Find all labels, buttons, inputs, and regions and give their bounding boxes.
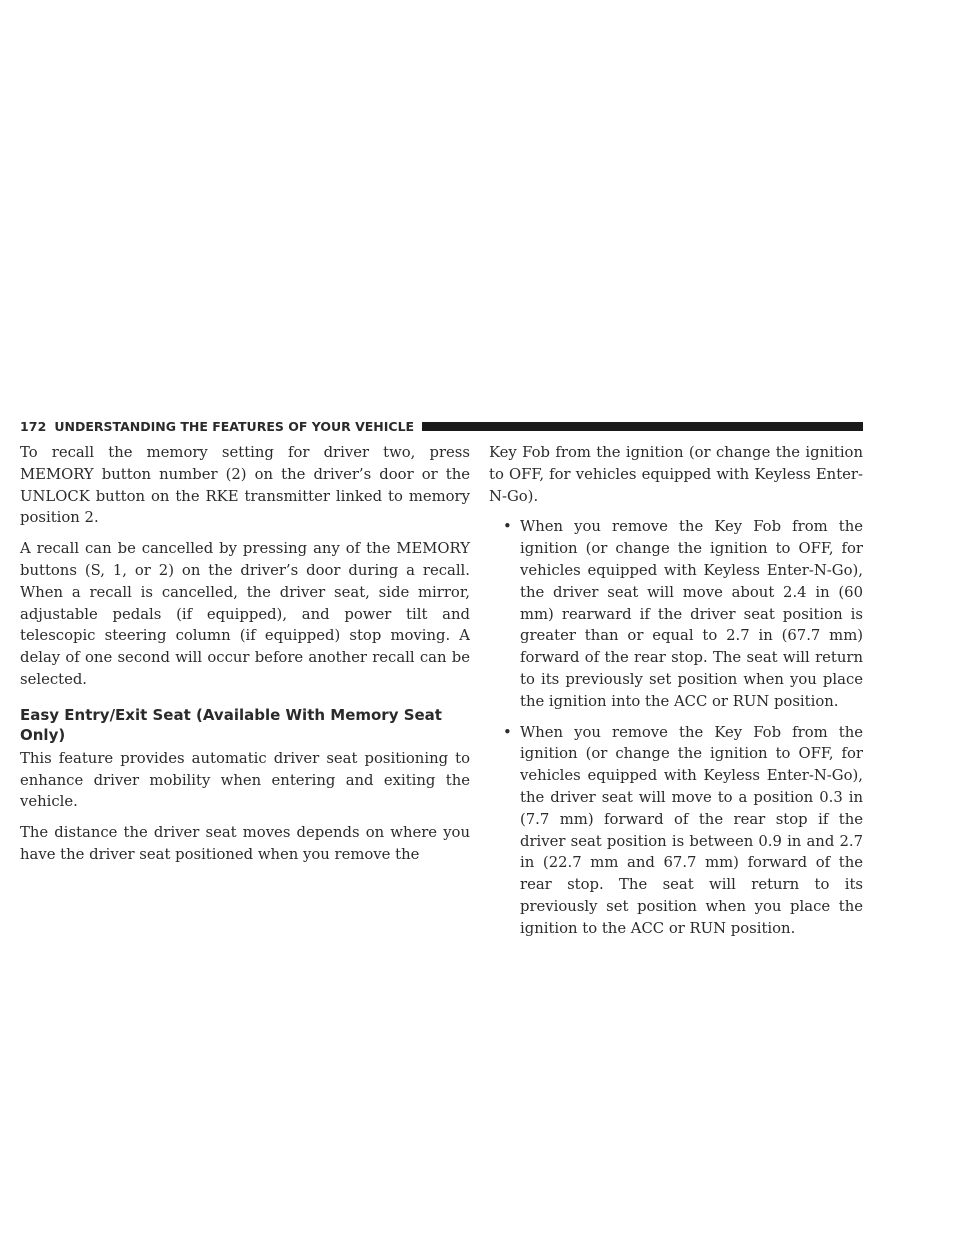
page-header: [20, 415, 863, 437]
list-item: [489, 516, 863, 712]
paragraph-feature-description: This feature provides automatic driver seat positioning to enhance driver mobility when entering and exiting the vehicle.: [20, 749, 470, 811]
bullet-icon: •: [503, 723, 512, 741]
right-column: [489, 442, 863, 949]
list-item-text: When you remove the Key Fob from the ignition (or change the ignition to OFF, for vehicles equipped with Keyless Enter-N-Go), the driver seat will move about 2.4 in (60 mm) rearward if the driver seat position is greater than or equal to 2.7 in (67.7 mm) forward of the rear stop. The seat will return to its previously set position when you place the ignition into the ACC or RUN position.: [520, 518, 863, 710]
header-rule: [422, 422, 863, 431]
paragraph-continuation: Key Fob from the ignition (or change the ignition to OFF, for vehicles equipped with Keyless Enter-N-Go).: [489, 444, 863, 505]
left-column: [20, 442, 470, 875]
bullet-list: [489, 516, 863, 939]
heading-easy-entry-exit: Easy Entry/Exit Seat (Available With Memory Seat Only): [20, 705, 442, 744]
section-title: UNDERSTANDING THE FEATURES OF YOUR VEHICLE: [54, 418, 415, 434]
list-item-text: When you remove the Key Fob from the ignition (or change the ignition to OFF, for vehicles equipped with Keyless Enter-N-Go), the driver seat will move to a position 0.3 in (7.7 mm) forward of the rear stop if the driver seat position is between 0.9 in and 2.7 in (22.7 mm and 67.7 mm) forward of the rear stop. The seat will return to its previously set position when you place the ignition to the ACC or RUN position.: [520, 723, 863, 937]
paragraph-seat-distance: The distance the driver seat moves depends on where you have the driver seat positioned when you remove the: [20, 824, 470, 863]
page-number: 172: [20, 418, 47, 434]
paragraph-recall-driver-two: To recall the memory setting for driver two, press MEMORY button number (2) on the driver’s door or the UNLOCK button on the RKE transmitter linked to memory position 2.: [20, 444, 470, 527]
bullet-icon: •: [503, 518, 512, 536]
paragraph-recall-cancel: A recall can be cancelled by pressing any of the MEMORY buttons (S, 1, or 2) on the driver’s door during a recall. When a recall is cancelled, the driver seat, side mirror, adjustable pedals (if equipped), and power tilt and telescopic steering column (if equipped) stop moving. A delay of one second will occur before another recall can be selected.: [20, 540, 470, 688]
list-item: [489, 722, 863, 940]
